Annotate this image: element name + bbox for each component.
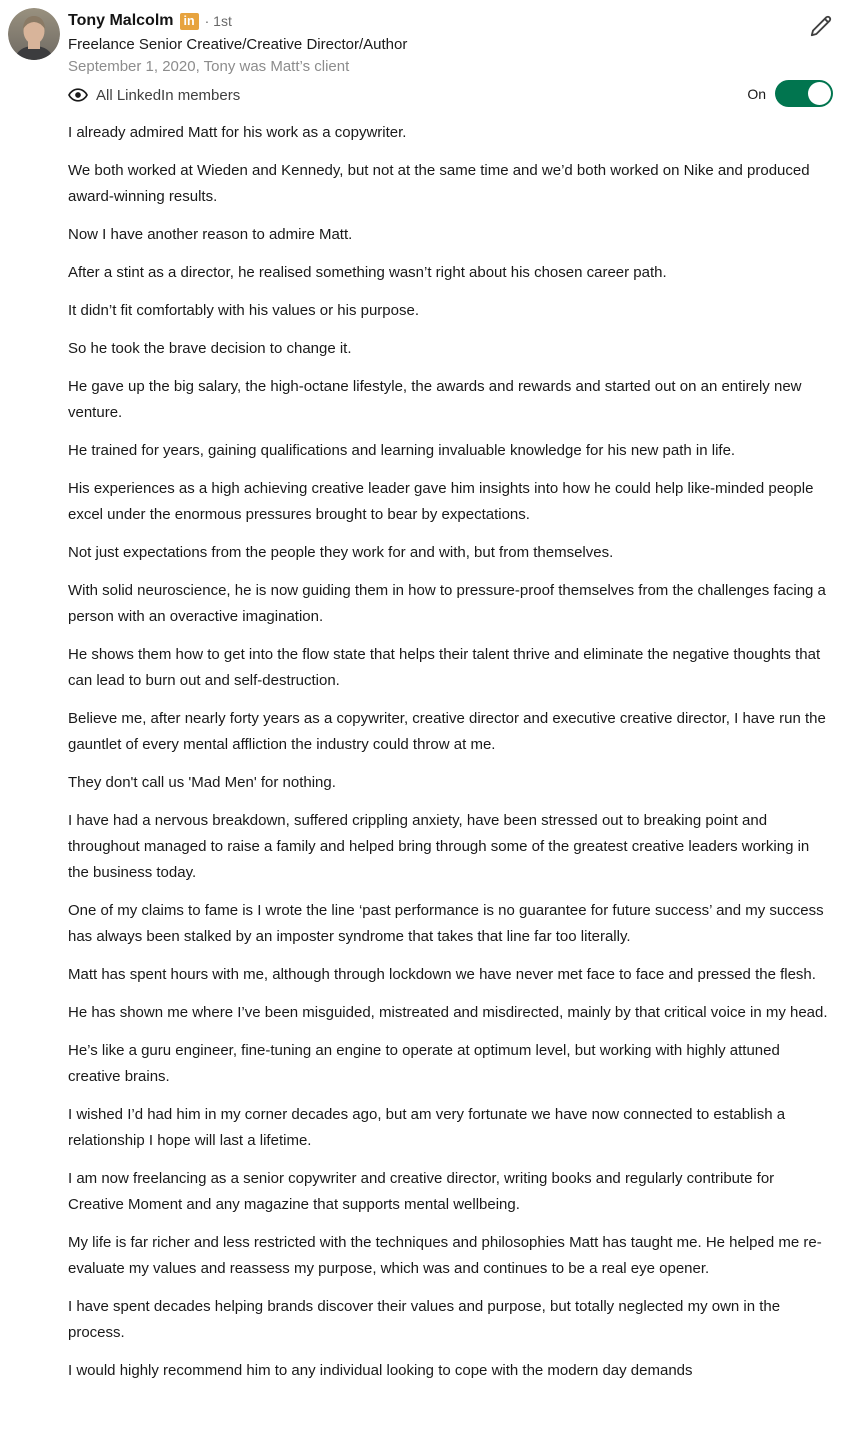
toggle-knob: [808, 82, 831, 105]
member-name[interactable]: Tony Malcolm: [68, 12, 174, 29]
recommendation-paragraph: Not just expectations from the people they work for and with, but from themselves.: [68, 544, 614, 561]
visibility-toggle[interactable]: [775, 80, 833, 107]
recommendation-text: [0, 120, 849, 1384]
recommendation-paragraph: I am now freelancing as a senior copywriter and creative director, writing books and regularly contribute for Creative Moment and any magazine that supports mental wellbeing.: [68, 1170, 775, 1213]
recommendation-paragraph: I wished I’d had him in my corner decades ago, but am very fortunate we have now connected to establish a relationship I hope will last a lifetime.: [68, 1106, 786, 1149]
member-headline: Freelance Senior Creative/Creative Director/Author: [68, 36, 408, 53]
recommendation-paragraph: I would highly recommend him to any individual looking to cope with the modern day demands: [68, 1362, 693, 1379]
visibility-label: All LinkedIn members: [96, 86, 241, 104]
recommendation-header: [0, 0, 849, 106]
recommendation-paragraph: One of my claims to fame is I wrote the line ‘past performance is no guarantee for future success’ and my success has always been stalked by an imposter syndrome that takes that line far too literally.: [68, 902, 824, 945]
toggle-state-label: On: [747, 85, 766, 102]
recommendation-paragraph: It didn’t fit comfortably with his values or his purpose.: [68, 302, 419, 319]
linkedin-premium-badge-icon: in: [180, 13, 199, 30]
visibility-toggle-row: [747, 80, 833, 107]
recommendation-date: September 1, 2020, Tony was Matt’s client: [68, 58, 350, 75]
pencil-icon: [808, 13, 834, 39]
avatar[interactable]: [8, 8, 60, 60]
recommendation-paragraph: Believe me, after nearly forty years as a copywriter, creative director and executive creative director, I have run the gauntlet of every mental affliction the industry could throw at me.: [68, 710, 826, 753]
recommendation-paragraph: His experiences as a high achieving creative leader gave him insights into how he could help like-minded people excel under the enormous pressures brought to bear by expectations.: [68, 480, 814, 523]
recommendation-paragraph: With solid neuroscience, he is now guiding them in how to pressure-proof themselves from the challenges facing a person with an overactive imagination.: [68, 582, 826, 625]
recommendation-paragraph: He shows them how to get into the flow state that helps their talent thrive and eliminate the negative thoughts that can lead to burn out and self-destruction.: [68, 646, 821, 689]
recommendation-paragraph: I have had a nervous breakdown, suffered crippling anxiety, have been stressed out to breaking point and throughout managed to raise a family and helped bring through some of the greatest creative leaders working in the business today.: [68, 812, 810, 881]
recommendation-paragraph: After a stint as a director, he realised something wasn’t right about his chosen career path.: [68, 264, 667, 281]
recommendation-paragraph: So he took the brave decision to change it.: [68, 340, 352, 357]
recommendation-paragraph: He trained for years, gaining qualifications and learning invaluable knowledge for his new path in life.: [68, 442, 736, 459]
recommendation-paragraph: My life is far richer and less restricted with the techniques and philosophies Matt has taught me. He helped me re-evaluate my values and reassess my purpose, which was and continues to be a real eye opener.: [68, 1234, 822, 1277]
recommendation-paragraph: Matt has spent hours with me, although through lockdown we have never met face to face and pressed the flesh.: [68, 966, 816, 983]
name-row: [68, 10, 407, 32]
connection-degree: · 1st: [204, 13, 232, 29]
recommendation-paragraph: He gave up the big salary, the high-octane lifestyle, the awards and rewards and started out on an entirely new venture.: [68, 378, 802, 421]
recommendation-paragraph: They don't call us 'Mad Men' for nothing.: [68, 774, 336, 791]
recommendation-paragraph: He’s like a guru engineer, fine-tuning an engine to operate at optimum level, but working with highly attuned creative brains.: [68, 1042, 780, 1085]
edit-button[interactable]: [805, 10, 837, 42]
visibility-row: [68, 84, 407, 106]
recommendation-paragraph: I have spent decades helping brands discover their values and purpose, but totally neglected my own in the process.: [68, 1298, 781, 1341]
avatar-photo: [8, 8, 60, 60]
recommendation-paragraph: I already admired Matt for his work as a copywriter.: [68, 124, 407, 141]
eye-icon: [68, 85, 88, 105]
recommendation-paragraph: We both worked at Wieden and Kennedy, but not at the same time and we’d both worked on Nike and produced award-winning results.: [68, 162, 810, 205]
recommendation-paragraph: Now I have another reason to admire Matt.: [68, 226, 353, 243]
recommendation-paragraph: He has shown me where I’ve been misguided, mistreated and misdirected, mainly by that critical voice in my head.: [68, 1004, 828, 1021]
